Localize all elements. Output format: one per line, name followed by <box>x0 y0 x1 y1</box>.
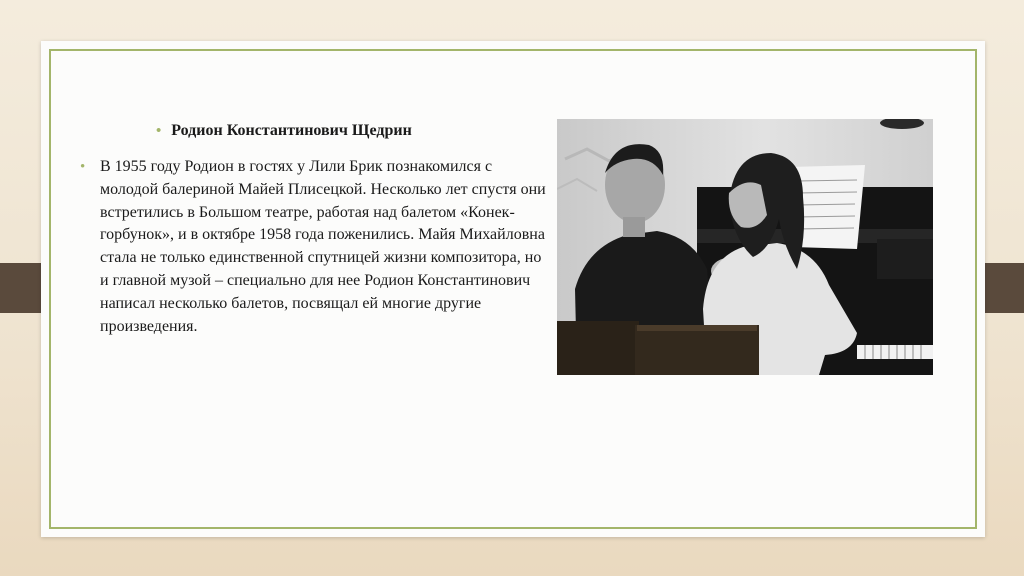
heading-text: Родион Константинович Щедрин <box>171 122 412 139</box>
slide-paragraph <box>80 156 550 338</box>
paragraph-text: В 1955 году Родион в гостях у Лили Брик познакомился с молодой балериной Майей Плисецкой. Несколько лет спустя они встретились в Большом театре, работая над балетом «Конек-горбунок», и в октябре 1958 года поженились. Майя Михайловна стала не только единственной спутницей жизни композитора, но и главной музой – специально для нее Родион Константинович написал несколько балетов, посвящал ей многие другие произведения. <box>100 158 546 335</box>
photo-shchedrin-plisetskaya <box>557 119 933 375</box>
slide-heading <box>156 122 412 140</box>
paragraph-bullet: • <box>80 159 86 175</box>
heading-bullet: • <box>156 123 162 139</box>
